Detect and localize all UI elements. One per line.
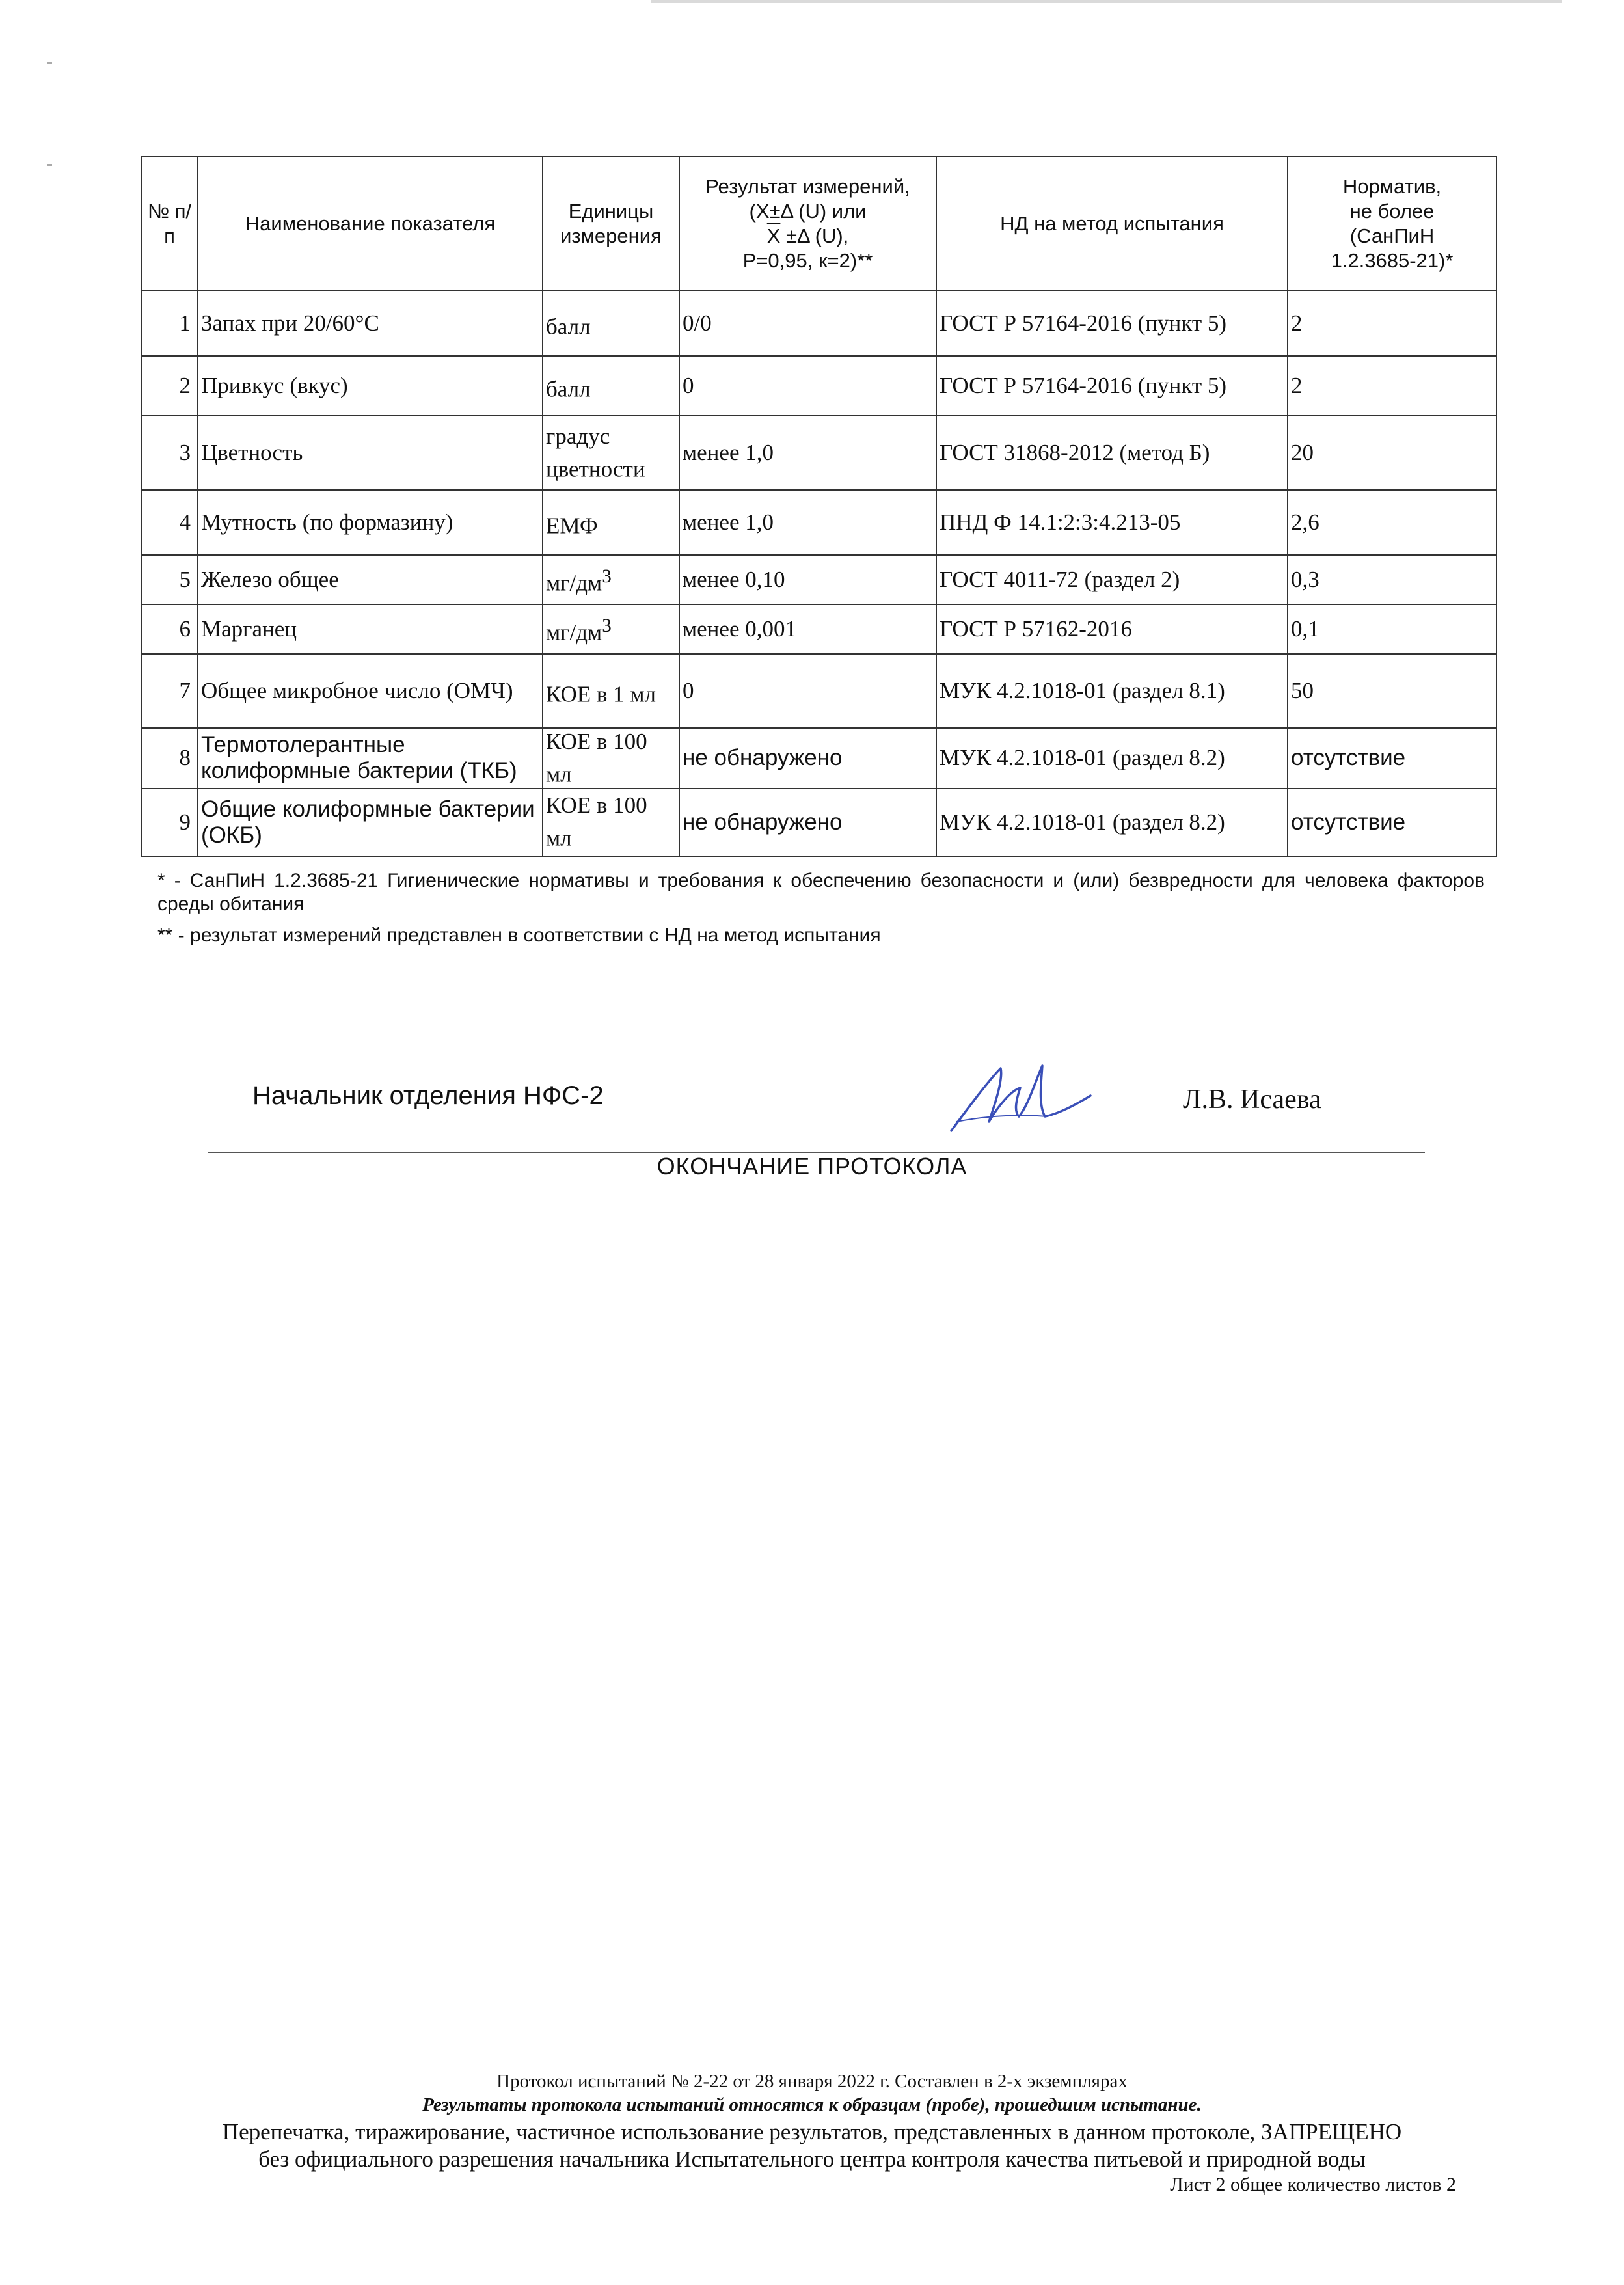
- header-norm-line4: 1.2.3685-21)*: [1331, 249, 1454, 272]
- row-num: 4: [141, 490, 198, 555]
- row-num: 9: [141, 789, 198, 856]
- table-row: [141, 654, 1496, 728]
- row-name: Цветность: [198, 416, 543, 490]
- header-norm-line1: Норматив,: [1342, 175, 1442, 198]
- row-num: 6: [141, 604, 198, 654]
- row-name: Железо общее: [198, 555, 543, 604]
- row-unit: балл: [543, 356, 679, 416]
- table-row: [141, 416, 1496, 490]
- row-result: 0/0: [679, 291, 936, 356]
- header-result-line4: P=0,95, к=2)**: [742, 249, 873, 272]
- header-result-line3: [683, 224, 933, 249]
- row-method: МУК 4.2.1018-01 (раздел 8.2): [936, 728, 1288, 789]
- row-method: МУК 4.2.1018-01 (раздел 8.2): [936, 789, 1288, 856]
- row-name: Марганец: [198, 604, 543, 654]
- table-header-row: [141, 157, 1496, 291]
- header-result-line1: Результат измерений,: [705, 175, 910, 198]
- row-num: 8: [141, 728, 198, 789]
- table-row: [141, 789, 1496, 856]
- header-method: НД на метод испытания: [936, 157, 1288, 291]
- row-name: Запах при 20/60°С: [198, 291, 543, 356]
- header-norm-line2: не более: [1349, 200, 1435, 223]
- row-result: менее 1,0: [679, 416, 936, 490]
- row-name: Общие колиформные бактерии (ОКБ): [198, 789, 543, 856]
- results-table: [141, 156, 1497, 857]
- row-method: ГОСТ Р 57164-2016 (пункт 5): [936, 356, 1288, 416]
- row-unit: градус цветности: [543, 416, 679, 490]
- row-unit: ЕМФ: [543, 490, 679, 555]
- footer-permission-note: без официального разрешения начальника Испытательного центра контроля качества питьевой и природной воды: [258, 2146, 1366, 2172]
- header-result-line3-text: ±Δ (U),: [786, 224, 849, 247]
- handwritten-signature: [943, 1054, 1093, 1139]
- row-method: МУК 4.2.1018-01 (раздел 8.1): [936, 654, 1288, 728]
- row-method: ГОСТ 31868-2012 (метод Б): [936, 416, 1288, 490]
- footer-results-note: Результаты протокола испытаний относятся к образцам (пробе), прошедшим испытание.: [422, 2094, 1202, 2115]
- row-result: менее 0,10: [679, 555, 936, 604]
- scan-mark: [47, 164, 52, 166]
- scan-mark: [47, 62, 52, 64]
- row-norm: 20: [1288, 416, 1496, 490]
- row-method: ГОСТ Р 57164-2016 (пункт 5): [936, 291, 1288, 356]
- row-norm: 0,3: [1288, 555, 1496, 604]
- row-unit: $мг/дм^3$: [543, 604, 679, 654]
- row-num: 2: [141, 356, 198, 416]
- row-num: 7: [141, 654, 198, 728]
- signatory-name: Л.В. Исаева: [1183, 1085, 1321, 1115]
- table-row: [141, 728, 1496, 789]
- row-result: не обнаружено: [679, 789, 936, 856]
- header-unit: Единицы измерения: [543, 157, 679, 291]
- header-name: Наименование показателя: [198, 157, 543, 291]
- row-name: Привкус (вкус): [198, 356, 543, 416]
- row-result: менее 1,0: [679, 490, 936, 555]
- row-norm: 50: [1288, 654, 1496, 728]
- end-of-protocol: ОКОНЧАНИЕ ПРОТОКОЛА: [656, 1153, 968, 1180]
- footnote-measurement: ** - результат измерений представлен в соответствии с НД на метод испытания: [157, 925, 881, 946]
- row-unit: КОЕ в 1 мл: [543, 654, 679, 728]
- row-result: менее 0,001: [679, 604, 936, 654]
- row-name: Термотолерантные колиформные бактерии (ТКБ): [198, 728, 543, 789]
- row-unit: балл: [543, 291, 679, 356]
- header-num: № п/п: [141, 157, 198, 291]
- row-norm: 2: [1288, 291, 1496, 356]
- header-result: [679, 157, 936, 291]
- row-norm: 2,6: [1288, 490, 1496, 555]
- row-method: ПНД Ф 14.1:2:3:4.213-05: [936, 490, 1288, 555]
- row-num: 3: [141, 416, 198, 490]
- row-norm: 2: [1288, 356, 1496, 416]
- row-num: 1: [141, 291, 198, 356]
- table-row: [141, 604, 1496, 654]
- header-norm: [1288, 157, 1496, 291]
- row-norm: 0,1: [1288, 604, 1496, 654]
- row-result: 0: [679, 356, 936, 416]
- row-unit: КОЕ в 100 мл: [543, 728, 679, 789]
- row-method: ГОСТ 4011-72 (раздел 2): [936, 555, 1288, 604]
- scan-edge-line: [651, 0, 1562, 3]
- row-result: не обнаружено: [679, 728, 936, 789]
- row-norm: отсутствие: [1288, 789, 1496, 856]
- row-norm: отсутствие: [1288, 728, 1496, 789]
- header-result-line2: (Х±Δ (U) или: [749, 200, 867, 223]
- footnote-sanpin: * - СанПиН 1.2.3685-21 Гигиенические нормативы и требования к обеспечению безопасности и (или) безвредности для человека факторов среды обитания: [157, 870, 1485, 915]
- table-row: [141, 555, 1496, 604]
- row-name: Мутность (по формазину): [198, 490, 543, 555]
- row-result: 0: [679, 654, 936, 728]
- footer-sheet-count: Лист 2 общее количество листов 2: [1170, 2174, 1456, 2195]
- footer-protocol-info: Протокол испытаний № 2-22 от 28 января 2022 г. Составлен в 2-х экземплярах: [496, 2071, 1128, 2092]
- row-num: 5: [141, 555, 198, 604]
- row-name: Общее микробное число (ОМЧ): [198, 654, 543, 728]
- header-result-xbar: $\overline{X}$: [766, 224, 781, 247]
- signatory-position: Начальник отделения НФС-2: [252, 1081, 604, 1110]
- table-row: [141, 490, 1496, 555]
- table-row: [141, 356, 1496, 416]
- header-norm-line3: (СанПиН: [1349, 224, 1435, 247]
- row-method: ГОСТ Р 57162-2016: [936, 604, 1288, 654]
- footer-copy-warning: Перепечатка, тиражирование, частичное использование результатов, представленных в данном протоколе, ЗАПРЕЩЕНО: [222, 2119, 1402, 2144]
- row-unit: $мг/дм^3$: [543, 555, 679, 604]
- table-row: [141, 291, 1496, 356]
- row-unit: КОЕ в 100 мл: [543, 789, 679, 856]
